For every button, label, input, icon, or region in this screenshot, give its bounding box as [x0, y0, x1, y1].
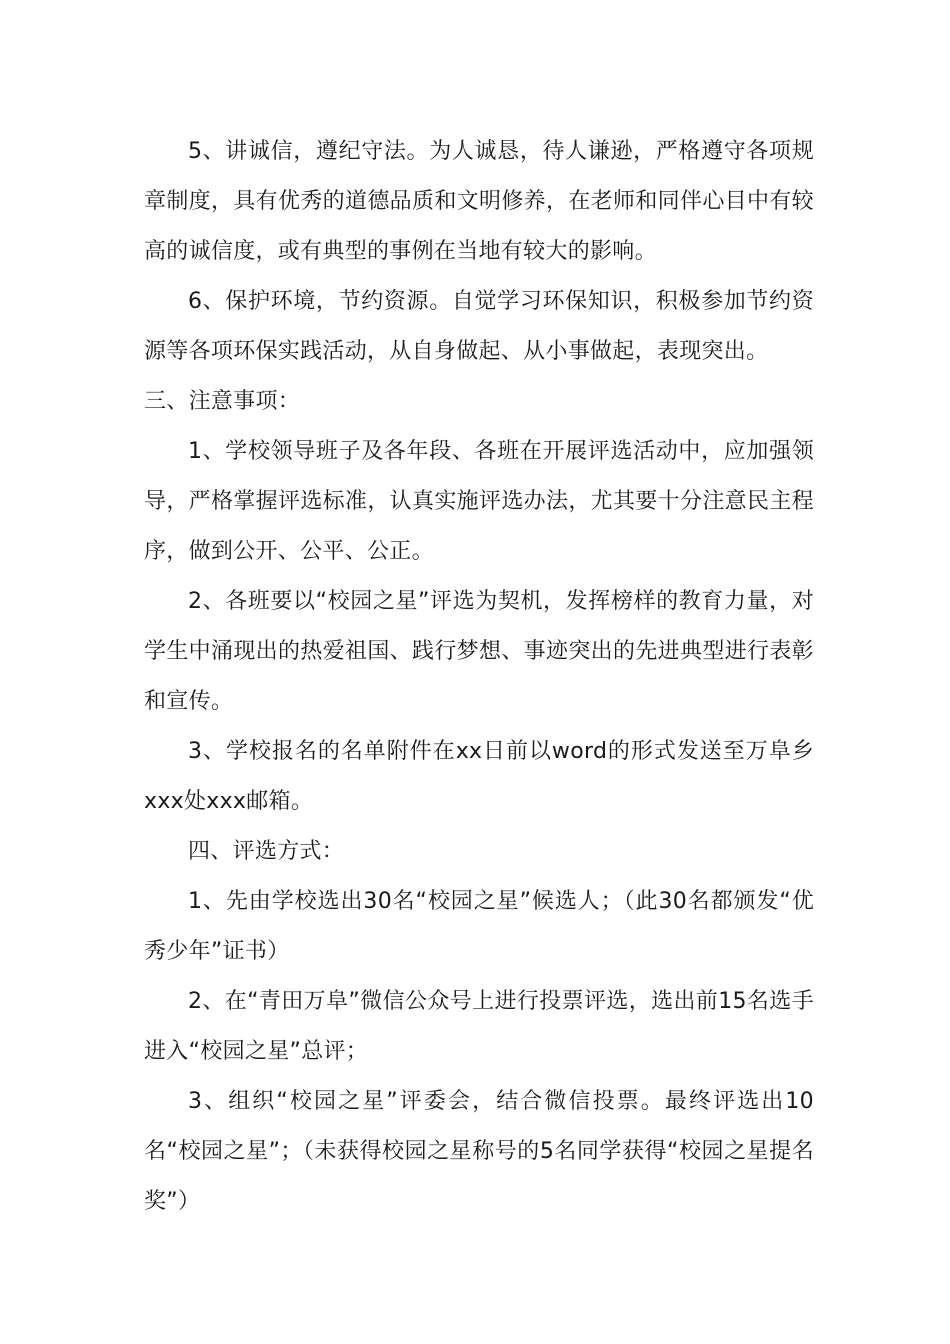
paragraph-note-3: 3、学校报名的名单附件在xx日前以word的形式发送至万阜乡xxx处xxx邮箱。 [144, 739, 814, 814]
paragraph-method-3: 3、组织“校园之星”评委会，结合微信投票。最终评选出10名“校园之星”；（未获得校园之星称号的5名同学获得“校园之星提名奖”） [144, 1089, 814, 1214]
section-heading-method: 四、评选方式： [188, 839, 345, 864]
paragraph-note-2: 2、各班要以“校园之星”评选为契机，发挥榜样的教育力量，对学生中涌现出的热爱祖国、践行梦想、事迹突出的先进典型进行表彰和宣传。 [144, 589, 814, 714]
paragraph-integrity: 5、讲诚信，遵纪守法。为人诚恳，待人谦逊，严格遵守各项规章制度，具有优秀的道德品质和文明修养，在老师和同伴心目中有较高的诚信度，或有典型的事例在当地有较大的影响。 [144, 139, 814, 264]
paragraph-environment: 6、保护环境，节约资源。自觉学习环保知识，积极参加节约资源等各项环保实践活动，从自身做起、从小事做起，表现突出。 [144, 289, 814, 364]
document-body [144, 127, 814, 1227]
paragraph-note-1: 1、学校领导班子及各年段、各班在开展评选活动中，应加强领导，严格掌握评选标准，认真实施评选办法，尤其要十分注意民主程序，做到公开、公平、公正。 [144, 439, 814, 564]
paragraph-method-2: 2、在“青田万阜”微信公众号上进行投票评选，选出前15名选手进入“校园之星”总评； [144, 989, 814, 1064]
paragraph-method-1: 1、先由学校选出30名“校园之星”候选人；（此30名都颁发“优秀少年”证书） [144, 889, 814, 964]
section-heading-notes: 三、注意事项： [144, 389, 301, 414]
